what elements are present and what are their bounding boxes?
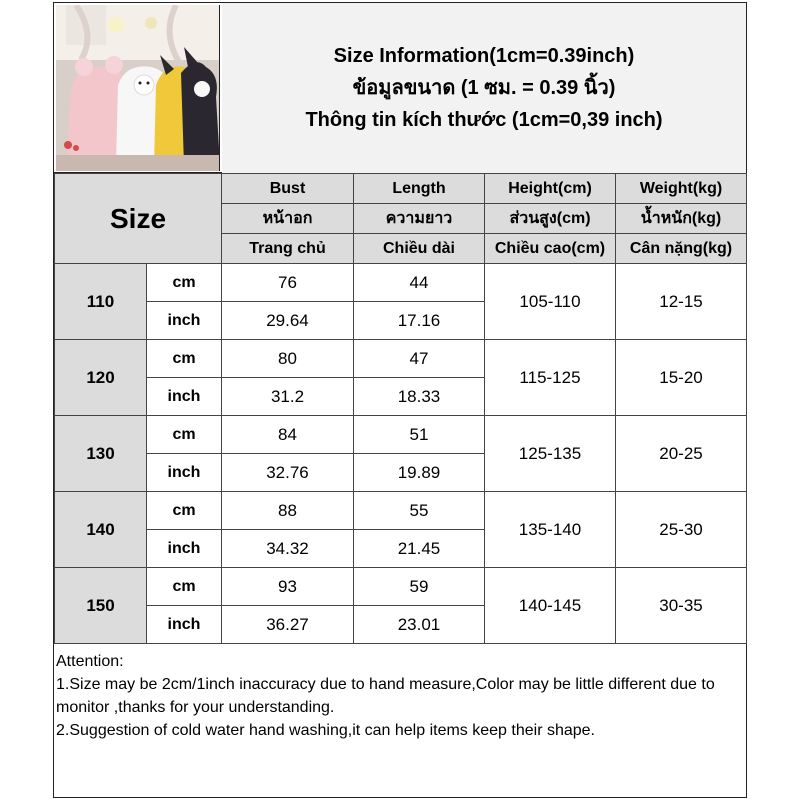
height-header-th: ส่วนสูง(cm) bbox=[485, 204, 616, 234]
bust-cm: 84 bbox=[222, 416, 354, 454]
bust-header-en: Bust bbox=[222, 174, 354, 204]
bust-inch: 31.2 bbox=[222, 378, 354, 416]
length-inch: 21.45 bbox=[354, 530, 485, 568]
length-inch: 17.16 bbox=[354, 302, 485, 340]
table-header-row-en bbox=[55, 174, 747, 204]
unit-inch: inch bbox=[147, 530, 222, 568]
unit-cm: cm bbox=[147, 340, 222, 378]
bust-inch: 36.27 bbox=[222, 606, 354, 644]
bust-cm: 93 bbox=[222, 568, 354, 606]
table-row bbox=[55, 568, 747, 606]
length-header-th: ความยาว bbox=[354, 204, 485, 234]
unit-inch: inch bbox=[147, 302, 222, 340]
height-range: 125-135 bbox=[485, 416, 616, 492]
attention-item-2: 2.Suggestion of cold water hand washing,it can help items keep their shape. bbox=[56, 722, 595, 739]
size-table bbox=[54, 173, 747, 644]
unit-cm: cm bbox=[147, 568, 222, 606]
title-english: Size Information(1cm=0.39inch) bbox=[333, 45, 635, 67]
table-row bbox=[55, 492, 747, 530]
table-row bbox=[55, 416, 747, 454]
table-row bbox=[55, 264, 747, 302]
weight-header-vi: Cân nặng(kg) bbox=[616, 234, 747, 264]
size-label: 150 bbox=[55, 568, 147, 644]
attention-heading: Attention: bbox=[56, 653, 124, 670]
height-range: 135-140 bbox=[485, 492, 616, 568]
bust-inch: 34.32 bbox=[222, 530, 354, 568]
weight-header-th: น้ำหนัก(kg) bbox=[616, 204, 747, 234]
length-cm: 44 bbox=[354, 264, 485, 302]
length-cm: 59 bbox=[354, 568, 485, 606]
product-photo-illustration bbox=[56, 5, 220, 171]
attention-notes bbox=[56, 646, 746, 796]
size-column-header: Size bbox=[55, 174, 222, 264]
length-cm: 47 bbox=[354, 340, 485, 378]
attention-item-1: 1.Size may be 2cm/1inch inaccuracy due to hand measure,Color may be little different due to monitor ,thanks for your understanding. bbox=[56, 676, 715, 716]
product-photo bbox=[56, 5, 220, 171]
weight-range: 12-15 bbox=[616, 264, 747, 340]
bust-cm: 76 bbox=[222, 264, 354, 302]
height-header-en: Height(cm) bbox=[485, 174, 616, 204]
height-header-vi: Chiều cao(cm) bbox=[485, 234, 616, 264]
length-cm: 51 bbox=[354, 416, 485, 454]
bust-inch: 32.76 bbox=[222, 454, 354, 492]
length-cm: 55 bbox=[354, 492, 485, 530]
weight-range: 25-30 bbox=[616, 492, 747, 568]
bust-header-th: หน้าอก bbox=[222, 204, 354, 234]
table-row bbox=[55, 340, 747, 378]
height-range: 140-145 bbox=[485, 568, 616, 644]
size-label: 130 bbox=[55, 416, 147, 492]
length-header-vi: Chiều dài bbox=[354, 234, 485, 264]
weight-header-en: Weight(kg) bbox=[616, 174, 747, 204]
height-range: 105-110 bbox=[485, 264, 616, 340]
bust-header-vi: Trang chủ bbox=[222, 234, 354, 264]
length-inch: 19.89 bbox=[354, 454, 485, 492]
unit-inch: inch bbox=[147, 606, 222, 644]
length-inch: 18.33 bbox=[354, 378, 485, 416]
weight-range: 30-35 bbox=[616, 568, 747, 644]
header bbox=[54, 3, 746, 173]
size-chart-sheet bbox=[53, 2, 747, 798]
length-inch: 23.01 bbox=[354, 606, 485, 644]
unit-inch: inch bbox=[147, 378, 222, 416]
title-thai: ข้อมูลขนาด (1 ซม. = 0.39 นิ้ว) bbox=[352, 77, 616, 99]
bust-cm: 80 bbox=[222, 340, 354, 378]
bust-cm: 88 bbox=[222, 492, 354, 530]
weight-range: 15-20 bbox=[616, 340, 747, 416]
weight-range: 20-25 bbox=[616, 416, 747, 492]
unit-cm: cm bbox=[147, 492, 222, 530]
length-header-en: Length bbox=[354, 174, 485, 204]
unit-cm: cm bbox=[147, 264, 222, 302]
height-range: 115-125 bbox=[485, 340, 616, 416]
size-label: 120 bbox=[55, 340, 147, 416]
bust-inch: 29.64 bbox=[222, 302, 354, 340]
unit-cm: cm bbox=[147, 416, 222, 454]
size-label: 110 bbox=[55, 264, 147, 340]
size-information-title bbox=[222, 3, 746, 173]
size-label: 140 bbox=[55, 492, 147, 568]
unit-inch: inch bbox=[147, 454, 222, 492]
title-vietnamese: Thông tin kích thước (1cm=0,39 inch) bbox=[305, 109, 663, 131]
